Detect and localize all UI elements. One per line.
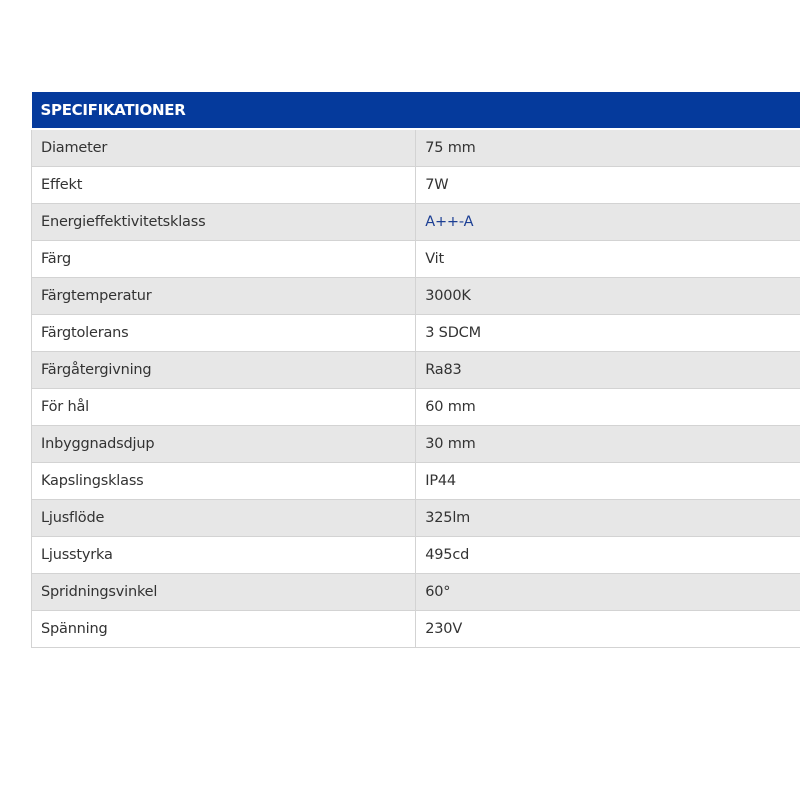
spec-value: 60° [416, 574, 800, 611]
spec-row-ljusflode [32, 500, 800, 537]
spec-row-for-hal [32, 389, 800, 426]
spec-value: 230V [416, 611, 800, 648]
spec-label: Färg [32, 241, 416, 278]
spec-label: Färgtemperatur [32, 278, 416, 315]
spec-label: Effekt [32, 167, 416, 204]
spec-row-kapslingsklass [32, 463, 800, 500]
spec-value: IP44 [416, 463, 800, 500]
specifications-header [32, 92, 800, 129]
spec-label: Ljusstyrka [32, 537, 416, 574]
spec-row-spanning [32, 611, 800, 648]
spec-value: 30 mm [416, 426, 800, 463]
spec-label: Inbyggnadsdjup [32, 426, 416, 463]
spec-row-spridningsvinkel [32, 574, 800, 611]
spec-row-inbyggnadsdjup [32, 426, 800, 463]
spec-row-diameter [32, 129, 800, 167]
spec-value: 3000K [416, 278, 800, 315]
spec-label: Färgtolerans [32, 315, 416, 352]
spec-row-ljusstyrka [32, 537, 800, 574]
spec-label: Färgåtergivning [32, 352, 416, 389]
specifications-body [32, 129, 800, 648]
spec-label: För hål [32, 389, 416, 426]
spec-label: Spänning [32, 611, 416, 648]
spec-label: Spridningsvinkel [32, 574, 416, 611]
spec-row-fargtemperatur [32, 278, 800, 315]
spec-value: 75 mm [416, 129, 800, 167]
energy-class-link[interactable]: A++-A [416, 204, 800, 241]
spec-row-effekt [32, 167, 800, 204]
spec-label: Ljusflöde [32, 500, 416, 537]
spec-value: 7W [416, 167, 800, 204]
spec-row-fargatergivning [32, 352, 800, 389]
specifications-table [31, 92, 800, 648]
spec-label: Diameter [32, 129, 416, 167]
spec-value: Ra83 [416, 352, 800, 389]
spec-value: 3 SDCM [416, 315, 800, 352]
spec-row-fargtolerans [32, 315, 800, 352]
spec-value: Vit [416, 241, 800, 278]
spec-value: 495cd [416, 537, 800, 574]
spec-label: Energieffektivitetsklass [32, 204, 416, 241]
spec-row-energieffektivitetsklass [32, 204, 800, 241]
specifications-title: SPECIFIKATIONER [40, 101, 186, 119]
spec-row-farg [32, 241, 800, 278]
spec-value: 60 mm [416, 389, 800, 426]
spec-label: Kapslingsklass [32, 463, 416, 500]
spec-value: 325lm [416, 500, 800, 537]
